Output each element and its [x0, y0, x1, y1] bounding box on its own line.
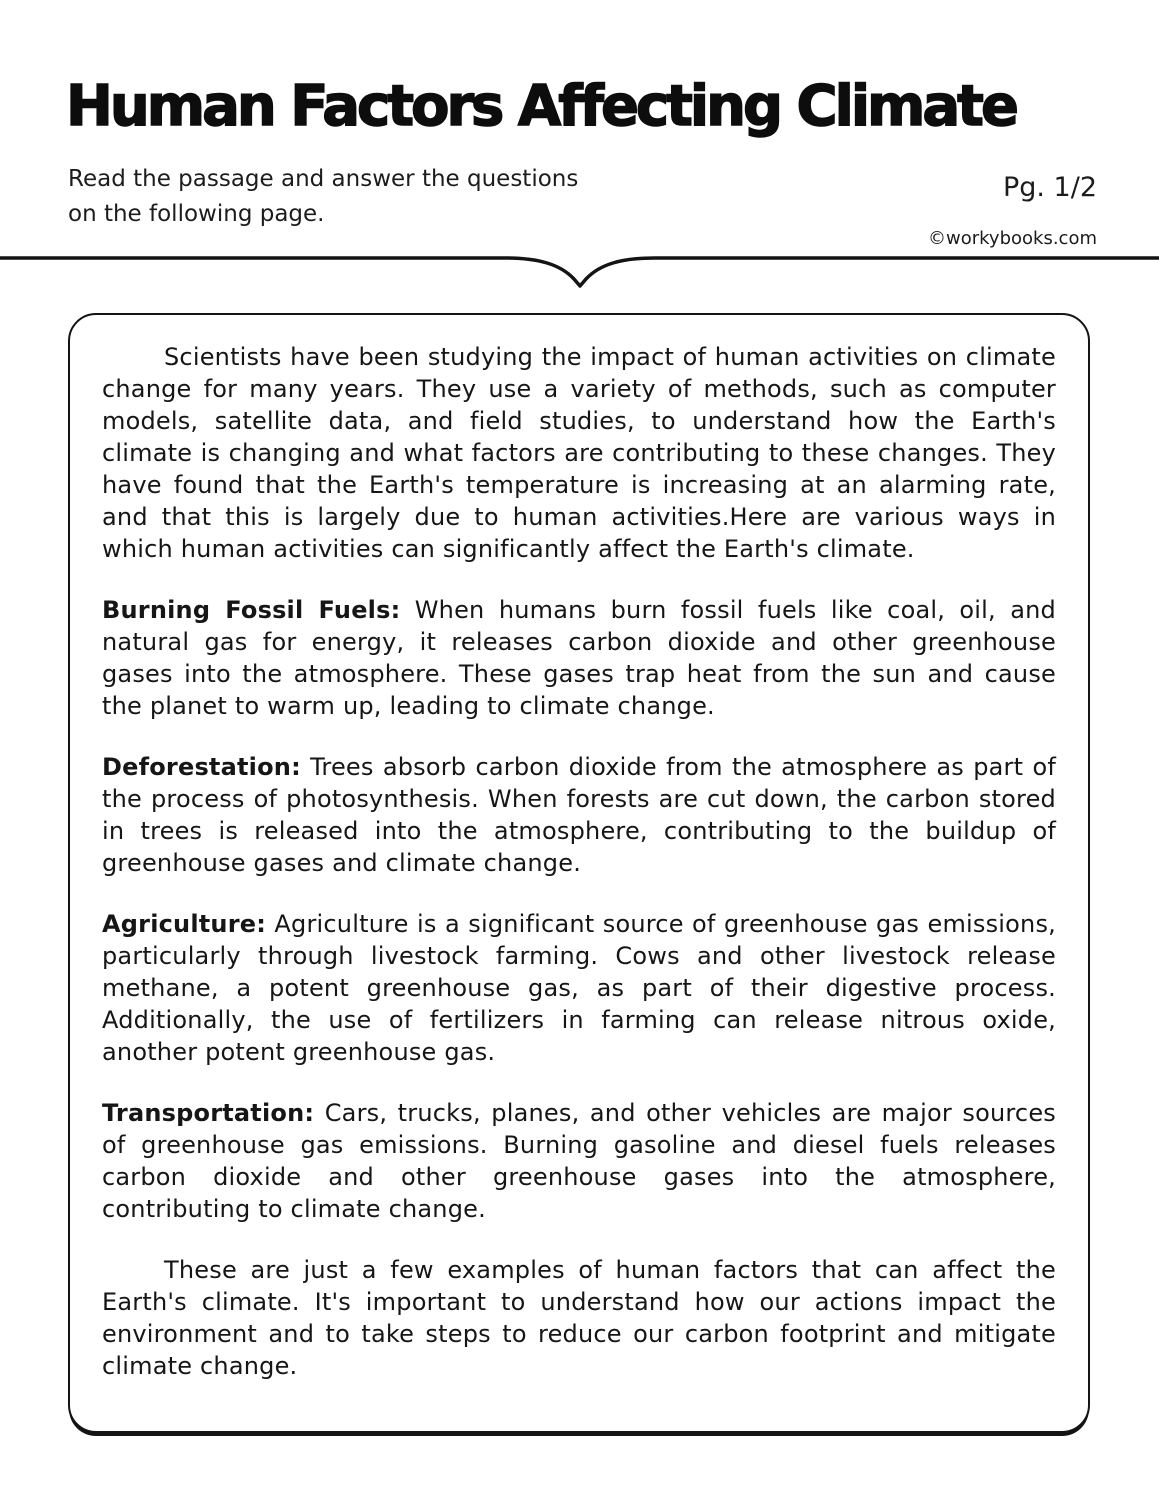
- page-number: Pg. 1/2: [1002, 172, 1097, 203]
- section-text: Agriculture is a significant source of greenhouse gas emissions, particularly through livestock farming. Cows and other livestock release methane, a potent greenhouse gas, as part of their digestive process. Additionally, the use of fertilizers in farming can release nitrous oxide, another potent greenhouse gas.: [102, 910, 1056, 1066]
- section-text: Trees absorb carbon dioxide from the atmosphere as part of the process of photosynthesis. When forests are cut down, the carbon stored in trees is released into the atmosphere, contributing to the buildup of greenhouse gases and climate change.: [102, 753, 1056, 877]
- section-label: Burning Fossil Fuels:: [102, 596, 401, 624]
- passage-section-burning-fossil-fuels: [102, 594, 1056, 722]
- section-label: Agriculture:: [102, 910, 267, 938]
- copyright: ©workybooks.com: [928, 228, 1097, 249]
- section-text: Cars, trucks, planes, and other vehicles are major sources of greenhouse gas emissions. Burning gasoline and diesel fuels releases carbon dioxide and other greenhouse gases into the atmosphere, contributing to climate change.: [102, 1099, 1056, 1223]
- section-text: When humans burn fossil fuels like coal, oil, and natural gas for energy, it releases carbon dioxide and other greenhouse gases into the atmosphere. These gases trap heat from the sun and cause the planet to warm up, leading to climate change.: [102, 596, 1056, 720]
- passage-intro: Scientists have been studying the impact of human activities on climate change for many years. They use a variety of methods, such as computer models, satellite data, and field studies, to understand how the Earth's climate is changing and what factors are contributing to these changes. They have found that the Earth's temperature is increasing at an alarming rate, and that this is largely due to human activities.Here are various ways in which human activities can significantly affect the Earth's climate.: [102, 343, 1056, 563]
- passage-section-deforestation: [102, 751, 1056, 879]
- page-title: Human Factors Affecting Climate: [66, 74, 1016, 139]
- chevron-divider-icon: [0, 248, 1159, 294]
- instructions-line-1: Read the passage and answer the questions: [68, 166, 579, 192]
- instructions: [68, 162, 578, 231]
- passage-section-transportation: [102, 1097, 1056, 1225]
- passage-conclusion: These are just a few examples of human factors that can affect the Earth's climate. It's important to understand how our actions impact the environment and to take steps to reduce our carbon footprint and mitigate climate change.: [102, 1256, 1056, 1380]
- passage-box: [68, 313, 1090, 1433]
- section-label: Deforestation:: [102, 753, 301, 781]
- passage-section-agriculture: [102, 908, 1056, 1068]
- instructions-line-2: on the following page.: [68, 200, 325, 227]
- section-label: Transportation:: [102, 1099, 315, 1127]
